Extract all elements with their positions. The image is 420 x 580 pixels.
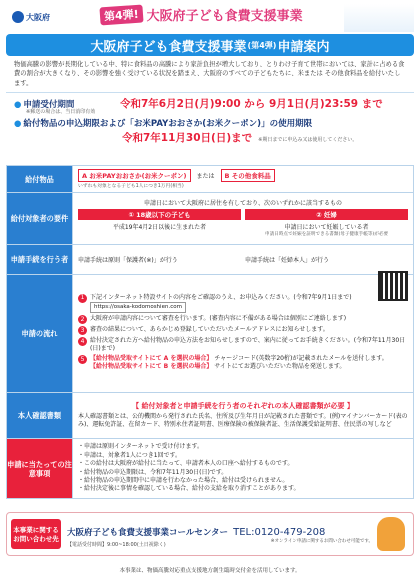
- target-pregnant-body: 申請日において妊娠している者: [284, 224, 369, 231]
- flow-step-2: 大阪府が申請内容について審査を行います。(審査内容に不備がある場合は個別にご連絡します): [90, 315, 347, 323]
- call-hours: 【電話受付時間】9:00~18:00(土日祝除く): [67, 542, 166, 548]
- period-label: 申請受付期間: [23, 100, 75, 111]
- caution-item: ・ 申請は原則インターネットで受け付けます。: [78, 443, 408, 451]
- caution-list: [73, 439, 414, 499]
- series-title: [100, 5, 303, 24]
- period-note: ※郵送の場合は、当日消印有効: [26, 109, 96, 116]
- period-value: 令和7年6月2日(月)9:00 から 9月1日(月)23:59 まで: [120, 98, 383, 111]
- mascot-icon: [377, 517, 405, 551]
- intro-text: 物価高騰の影響が長期化している中、特に食料品の高騰により家計負担が増大しており、とりわけ子育て世帯においては、家計に占める食費の割合が大きくなり、その影響を強く受けている状況を踏まえ、大阪府のすべての子どもたちに、米または その他食料品を給付いたします。: [14, 61, 405, 87]
- benefit-or: または: [196, 173, 215, 180]
- series-number: 第4弾!: [99, 4, 143, 25]
- applicant-head: 申請手続を行う者: [7, 245, 73, 275]
- deadline-label: 給付物品の申込期限および「お米PAYおおさか(お米クーポン)」の使用期限: [23, 119, 313, 130]
- target-top: 申請日において大阪府に居住を有しており、次のいずれかに該当するもの: [143, 200, 342, 207]
- deadline-note: ※期日までに申込み又は使用してください。: [258, 137, 358, 144]
- contact-label: 本事業に関するお問い合わせ先: [11, 519, 61, 549]
- site-url[interactable]: https://osaka-kodomoshien.com: [90, 302, 186, 313]
- id-body: 本人確認書類とは、公的機関から発行された氏名、住所及び生年月日が記載された書類です。(例)マイナンバーカード(表のみ)、運転免許証、在留カード、特別永住者証明書、医療保険の被保険者証、生活保護受給証明書、住民票の写しなど: [78, 412, 408, 428]
- osaka-logo: [12, 11, 50, 23]
- deadlines: ● 申請受付期間 令和7年6月2日(月)9:00 から 9月1日(月)23:59 まで ※郵送の場合は、当日消印有効 ● 給付物品の申込期限および「お米PAYおおさか(お米クーポン)」の使用期限 令和7年11月30日(日)まで ※期日までに申込み又は使用してください。: [6, 92, 414, 143]
- contact-box: [6, 512, 414, 556]
- flow-head: 申請の流れ: [7, 275, 73, 393]
- caution-item: ・ 申請は、対象者1人につき1回です。: [78, 452, 408, 460]
- series-name: 大阪府子ども食費支援事業: [146, 9, 303, 24]
- target-pregnant-sub: 申請日時点で妊娠を証明できる書類(母子健康手帳等)が必要: [264, 232, 389, 237]
- header: [0, 0, 420, 34]
- caution-item: ・ 給付物品の申込期限は、令和7年11月30日(日)です。: [78, 469, 408, 477]
- target-child-body: 平成19年4月2日以後に生まれた者: [112, 224, 207, 231]
- target-child-head: ① 18歳以下の子ども: [78, 209, 241, 220]
- benefit-a: A お米PAYおおさか(お米クーポン): [78, 169, 191, 182]
- skyline-illustration: [344, 4, 414, 32]
- flow-step-5a: 【給付物品受取サイトにて A を選択の場合】: [90, 355, 213, 363]
- benefit-head: 給付物品: [7, 166, 73, 193]
- call-center-name: 大阪府子ども食費支援事業コールセンター: [67, 528, 228, 538]
- applicant-b: 申請手続は「妊婦本人」が行う: [245, 257, 330, 264]
- target-head: 給付対象者の要件: [7, 193, 73, 245]
- contact-note: ※オンライン申請に関するお問い合わせ可能です。: [270, 539, 373, 544]
- benefit-b: B その他食料品: [221, 169, 275, 182]
- main-banner: [6, 34, 414, 56]
- applicant-a: 申請手続は原則「保護者(※)」が行う: [78, 257, 178, 264]
- flow-step-5a-text: チャージコード(英数字20桁)が記載されたメールを送付します。: [214, 355, 388, 363]
- logo-mark-icon: [12, 11, 24, 23]
- flow-step-3: 審査の結果について、あらかじめ登録していただいたメールアドレスにお知らせします。: [90, 326, 329, 334]
- logo-text: 大阪府: [26, 12, 50, 22]
- deadline-value: 令和7年11月30日(日)まで: [122, 132, 253, 145]
- benefit-note: いずれも対象となる子ども1人につき1万円(相当): [78, 184, 184, 189]
- phone-number[interactable]: TEL:0120-479-208: [233, 527, 326, 538]
- caution-item: ・ 給付物品の申込期間中に申請を行わなかった場合、給付は受けられません。: [78, 477, 408, 485]
- banner-sub: (第4弾): [247, 40, 277, 50]
- flow-step-5b: 【給付物品受取サイトにて B を選択の場合】: [90, 363, 213, 371]
- caution-head: 申請に当たっての注意事項: [7, 439, 73, 499]
- caution-item: ・ この給付は大阪府が給付に当たって、申請者本人の口座へ給付するものです。: [78, 460, 408, 468]
- banner-suffix: 申請案内: [277, 39, 330, 55]
- banner-title: 大阪府子ども食費支援事業: [90, 39, 247, 55]
- id-title: 【 給付対象者と申請手続を行う者のそれぞれの本人確認書類が必要 】: [132, 401, 354, 410]
- footer-note: 本事業は、物価高騰対応重点支援地方創生臨時交付金を活用しています。: [119, 568, 301, 574]
- id-head: 本人確認書類: [7, 393, 73, 439]
- caution-item: ・ 給付決定後に事情を確認している場合、給付の支給を取り消すことがあります。: [78, 485, 408, 493]
- info-table: 給付物品 A お米PAYおおさか(お米クーポン) または B その他食料品 いずれも対象となる子ども1人につき1万円(相当) 給付対象者の要件 申請日において大阪府に居住を有しており、次のいずれかに該当するもの ① 18歳以下の子ども 平成19年4月2日以後に生まれた者 ② 妊婦 申請日において妊娠している者 申請日時点で妊娠を証明できる書類(母子健康手帳等)が必要 申請手続を行う者 申請手続は原則「保護者(※)」が行う 申請手続は「妊婦本人」が行う 申請の流れ 1 下記インターネット特設サイトの内容をご確認のうえ、お申込みください。(令和7年9月1日まで) https://osaka-kodomoshien.com 2 大阪府が申請内容について審査を行います。(審査内容に不備がある場合は個別にご連絡します) 3 審査の結果について、あらかじめ登録していただいたメールアドレスにお知らせします。 4 給付決定された方へ給付物品の申込方法をお知らせしますので、案内に従ってお手続きください。(令和7年11月30日(日)まで) 5 【給付物品受取サイトにて A を選択の場合】 チャージコード(英数字20桁)が記載されたメールを送付します。 【給付物品受取サイトにて B を選択の場合】 サイトにてお選びいただいた物品を発送します。 本人確認書類 【 給付対象者と申請手続を行う者のそれぞれの本人確認書類が必要 】 本人確認書類とは、公的機関から発行された氏名、住所及び生年月日が記載された書類です。(例)マイナンバーカード(表のみ)、運転免許証、在留カード、特別永住者証明書、医療保険の被保険者証、生活保護受給証明書、住民票の写しなど 申請に当たっての注意事項 ・ 申請は原則インターネットで受け付けます。 ・ 申請は、対象者1人につき1回です。 ・ この給付は大阪府が給付に当たって、申請者本人の口座へ給付するものです。 ・ 給付物品の申込期限は、令和7年11月30日(日)です。 ・ 給付物品の申込期間中に申請を行わなかった場合、給付は受けられません。 ・ 給付決定後に事情を確認している場合、給付の支給を取り消すことがあります。: [6, 165, 414, 499]
- flow-step-4: 給付決定された方へ給付物品の申込方法をお知らせしますので、案内に従ってお手続きください。(令和7年11月30日(日)まで): [90, 337, 406, 353]
- qr-code[interactable]: [378, 271, 408, 301]
- flow-step-1: 下記インターネット特設サイトの内容をご確認のうえ、お申込みください。(令和7年9月1日まで): [90, 293, 352, 301]
- target-pregnant-head: ② 妊婦: [245, 209, 408, 220]
- flow-step-5b-text: サイトにてお選びいただいた物品を発送します。: [214, 363, 346, 371]
